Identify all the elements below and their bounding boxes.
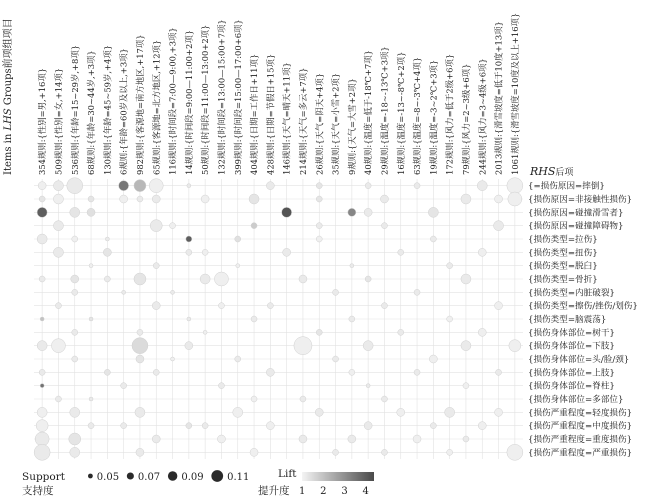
column-label: 244规则:{风力=3~4级+6项} (477, 58, 488, 175)
column-label: 146规则:{天气=晴天+11项} (281, 62, 292, 175)
data-point (365, 276, 371, 282)
data-point (38, 182, 46, 190)
column-label: 6规则:{年龄=60岁及以上,+3项} (118, 48, 129, 175)
data-point (132, 338, 148, 354)
data-point (153, 263, 159, 269)
data-point (381, 303, 387, 309)
data-point (266, 368, 274, 376)
column-label: 354规则:{性别=男,+16项} (37, 67, 48, 175)
column-label: 404规则:{日期=工作日+11项} (249, 53, 260, 175)
data-point (333, 289, 339, 295)
data-point (149, 179, 163, 193)
data-point (398, 329, 404, 335)
data-point (40, 317, 44, 321)
data-point (104, 276, 110, 282)
data-point (70, 447, 80, 457)
data-point (55, 303, 61, 309)
row-label: {损伤严重程度=重度损伤} (528, 435, 633, 445)
row-label: {损伤身体部位=多部位} (528, 395, 624, 405)
column-label: 68规则:{年龄=30~44岁,+3项} (86, 50, 97, 175)
row-label: {损伤类型=内脏破裂} (528, 288, 615, 299)
data-point (36, 420, 48, 432)
data-point (496, 369, 502, 375)
support-legend-subtitle: 支持度 (22, 485, 54, 497)
row-label: {损伤类型=骨折} (528, 275, 598, 285)
row-label: {损伤原因=非接触性损伤} (528, 195, 633, 205)
data-point (348, 435, 356, 443)
data-point (477, 181, 487, 191)
data-point (381, 223, 387, 229)
data-point (414, 183, 420, 189)
data-point (186, 249, 192, 255)
data-point (89, 264, 93, 268)
data-point (381, 449, 387, 455)
column-label: 428规则:{日期=节假日+15项} (265, 53, 276, 175)
data-point (55, 396, 61, 402)
data-point (134, 180, 146, 192)
support-legend-label: 0.11 (227, 472, 250, 483)
support-legend-circle (88, 474, 93, 479)
data-point (266, 422, 274, 430)
column-label: 399规则:{时间段=15:00—17:00+6项} (232, 19, 243, 175)
column-label: 19规则:{温度=-3~2℃+3项} (428, 59, 439, 175)
data-point (250, 448, 258, 456)
data-point (72, 289, 78, 295)
data-point (478, 422, 486, 430)
data-point (89, 397, 93, 401)
data-point (203, 330, 207, 334)
data-point (249, 194, 259, 204)
data-point (463, 383, 469, 389)
data-point (150, 220, 162, 232)
data-point (364, 422, 372, 430)
data-point (34, 444, 50, 460)
data-point (153, 369, 159, 375)
data-point (236, 264, 240, 268)
column-label: 63规则:{温度=-8~-3℃+4项} (412, 56, 423, 175)
data-point (186, 423, 192, 429)
data-point (414, 289, 420, 295)
data-point (398, 249, 404, 255)
data-point (89, 317, 93, 321)
data-point (70, 207, 80, 217)
column-label: 65规则:{客源地=北方地区,+12项} (151, 39, 162, 175)
data-point (137, 196, 143, 202)
data-point (51, 339, 65, 353)
data-point (39, 196, 45, 202)
data-point (447, 263, 453, 269)
column-label: 35规则:{天气=小雪+2项} (330, 72, 341, 175)
data-point (72, 236, 78, 242)
data-point (366, 384, 370, 388)
data-point (136, 355, 144, 363)
row-label: {损伤类型=脑震荡} (528, 315, 607, 325)
row-label: {损伤身体部位=树干} (528, 328, 615, 339)
data-point (478, 248, 486, 256)
data-point (218, 383, 224, 389)
data-point (251, 316, 257, 322)
column-label: 29规则:{温度=-18~-13℃+3项} (379, 46, 390, 175)
data-point (105, 237, 109, 241)
data-point (35, 432, 49, 446)
column-label: 172规则:{风力=低于2级+6项} (444, 53, 455, 175)
data-point (53, 194, 63, 204)
data-point (235, 356, 241, 362)
data-point (88, 423, 94, 429)
data-point (202, 249, 208, 255)
row-labels (528, 180, 638, 459)
data-point (316, 223, 322, 229)
data-point (316, 183, 322, 189)
data-point (201, 195, 209, 203)
column-label: 536规则:{年龄=15~29岁,+8项} (69, 44, 80, 175)
data-point (135, 407, 145, 417)
row-label: {损伤严重程度=中度损伤} (528, 421, 633, 432)
data-point (494, 221, 504, 231)
lift-legend-subtitle: 提升度 (258, 485, 290, 497)
row-label: {损伤身体部位=上肢} (528, 368, 615, 379)
row-label: {损伤类型=拉伤} (528, 235, 598, 245)
lift-legend-tick: 3 (341, 486, 348, 497)
data-point (363, 341, 373, 351)
row-label: {损伤严重程度=轻度损伤} (528, 408, 633, 419)
data-point (37, 407, 47, 417)
row-label: {=损伤原因=摔倒} (528, 181, 605, 192)
data-point (171, 290, 175, 294)
support-legend-circle (168, 471, 177, 480)
support-legend-label: 0.05 (96, 472, 120, 483)
column-label: 16规则:{温度=-13~-8℃+2项} (395, 51, 406, 175)
row-label: {损伤身体部位=脊柱} (528, 381, 615, 392)
data-point (380, 195, 388, 203)
data-point (447, 449, 453, 455)
row-label: {损伤类型=擦伤/挫伤/划伤} (528, 301, 638, 312)
data-point (170, 223, 176, 229)
data-point (39, 276, 45, 282)
data-point (71, 275, 79, 283)
data-point (349, 316, 355, 322)
data-point (495, 302, 503, 310)
data-point (429, 355, 437, 363)
data-point (88, 196, 94, 202)
column-label: 2013规则:{滑雪坡度=低于10度+13项} (493, 21, 504, 175)
data-point (121, 383, 127, 389)
data-point (152, 435, 160, 443)
row-label: {损伤类型=扭伤} (528, 248, 598, 259)
data-point (217, 435, 225, 443)
data-point (152, 195, 160, 203)
data-point (267, 303, 273, 309)
data-point (37, 234, 47, 244)
data-point (381, 396, 387, 402)
data-point (430, 423, 436, 429)
data-point (478, 328, 486, 336)
data-point (40, 384, 44, 388)
column-label: 14规则:{时间段=9:00—11:00+2项} (183, 29, 194, 175)
data-point (37, 341, 47, 351)
data-point (428, 207, 438, 217)
column-label: 214规则:{天气=多云+7项} (297, 67, 308, 175)
column-label: 9规则:{天气=大雪+2项} (346, 78, 357, 175)
support-legend-circle (127, 472, 134, 479)
row-label: {损伤严重程度=严重损伤} (528, 448, 633, 459)
data-point (283, 248, 291, 256)
data-point (53, 247, 63, 257)
data-point (218, 303, 224, 309)
column-label: 40规则:{温度=低于-18℃+7项} (363, 50, 374, 175)
lift-legend-tick: 4 (362, 486, 369, 497)
data-point (495, 195, 503, 203)
support-legend (88, 470, 249, 483)
column-label: 130规则:{年龄=45~59岁,+4项} (102, 44, 113, 175)
data-point (200, 274, 210, 284)
data-point (137, 329, 143, 335)
data-point (461, 274, 471, 284)
rhs-axis-title: RHS后项 (530, 165, 574, 178)
data-point (445, 407, 455, 417)
support-legend-label: 0.09 (181, 472, 204, 483)
data-point (171, 357, 175, 361)
data-point (233, 407, 243, 417)
data-point (316, 329, 322, 335)
data-point (202, 423, 208, 429)
row-label: {损伤身体部位=头/脸/颈} (528, 355, 630, 365)
data-point (214, 272, 228, 286)
data-point (282, 207, 292, 217)
data-point (348, 208, 356, 216)
support-legend-circle (211, 470, 223, 482)
data-point (315, 408, 323, 416)
data-point (364, 208, 372, 216)
lift-legend-tick: 1 (299, 486, 306, 497)
lift-legend-tick: 2 (320, 486, 327, 497)
data-point (430, 236, 436, 242)
data-point (251, 223, 257, 229)
data-point (121, 423, 127, 429)
data-point (67, 178, 83, 194)
data-point (122, 290, 126, 294)
column-label: 132规则:{时间段=13:00—15:00+7项} (216, 19, 227, 175)
data-point (299, 275, 307, 283)
support-legend-label: 0.07 (137, 472, 161, 483)
data-point (103, 248, 111, 256)
data-point (349, 369, 355, 375)
data-point (104, 369, 110, 375)
row-label: {损伤原因=碰撞障碍物} (528, 221, 624, 232)
data-point (134, 273, 146, 285)
data-point (350, 264, 354, 268)
data-point (119, 181, 129, 191)
lift-legend-ticks (299, 486, 369, 497)
data-point (333, 356, 339, 362)
data-point (251, 396, 257, 402)
data-point (37, 207, 47, 217)
data-point (187, 184, 191, 188)
data-point (152, 302, 160, 310)
data-point (72, 329, 78, 335)
data-point (70, 407, 80, 417)
data-point (299, 435, 307, 443)
data-point (316, 196, 322, 202)
column-label: 509规则:{性别=女,+14项} (53, 67, 64, 175)
data-point (461, 341, 471, 351)
data-point (333, 449, 339, 455)
data-point (414, 369, 420, 375)
data-point (463, 436, 469, 442)
data-point (461, 194, 471, 204)
row-label: {损伤类型=脱臼} (528, 261, 598, 272)
data-point (186, 236, 192, 242)
support-legend-title: Support (22, 471, 65, 483)
column-label: 116规则:{时间段=7:00—9:00,+3项} (167, 27, 178, 175)
data-point (294, 337, 312, 355)
lhs-axis-title: Items in LHS Groups前项组项目 (3, 18, 14, 175)
column-label: 1061规则:{滑雪坡度=10度及以上+16项} (509, 12, 520, 175)
lift-legend-title: Lift (278, 468, 297, 480)
column-label: 79规则:{风力=2~3级+6项} (460, 63, 471, 175)
data-point (53, 181, 63, 191)
column-label: 50规则:{时间段=11:00—13:00+2项} (200, 24, 211, 175)
data-point (185, 342, 193, 350)
data-point (365, 183, 371, 189)
data-point (136, 448, 144, 456)
data-point (53, 221, 63, 231)
data-point (447, 316, 453, 322)
data-point (508, 192, 522, 206)
data-point (413, 435, 421, 443)
column-label: 982规则:{客源地=南方地区,+17项} (134, 34, 145, 175)
row-label: {损伤身体部位=下肢} (528, 341, 615, 352)
data-point (235, 236, 241, 242)
data-point (187, 317, 191, 321)
data-point (87, 208, 95, 216)
data-point (316, 236, 322, 242)
data-point (72, 356, 78, 362)
lift-colorbar (302, 472, 374, 481)
data-point (300, 396, 306, 402)
data-point (397, 408, 405, 416)
data-point (509, 340, 521, 352)
data-point (507, 178, 523, 194)
data-point (39, 369, 45, 375)
data-point (69, 433, 81, 445)
data-point (495, 408, 503, 416)
row-label: {损伤原因=碰撞滑雪者} (528, 208, 624, 219)
column-labels (37, 13, 520, 175)
column-label: 26规则:{天气=阴天+4项} (314, 72, 325, 175)
data-point (120, 195, 128, 203)
data-point (266, 182, 274, 190)
data-point (507, 444, 523, 460)
